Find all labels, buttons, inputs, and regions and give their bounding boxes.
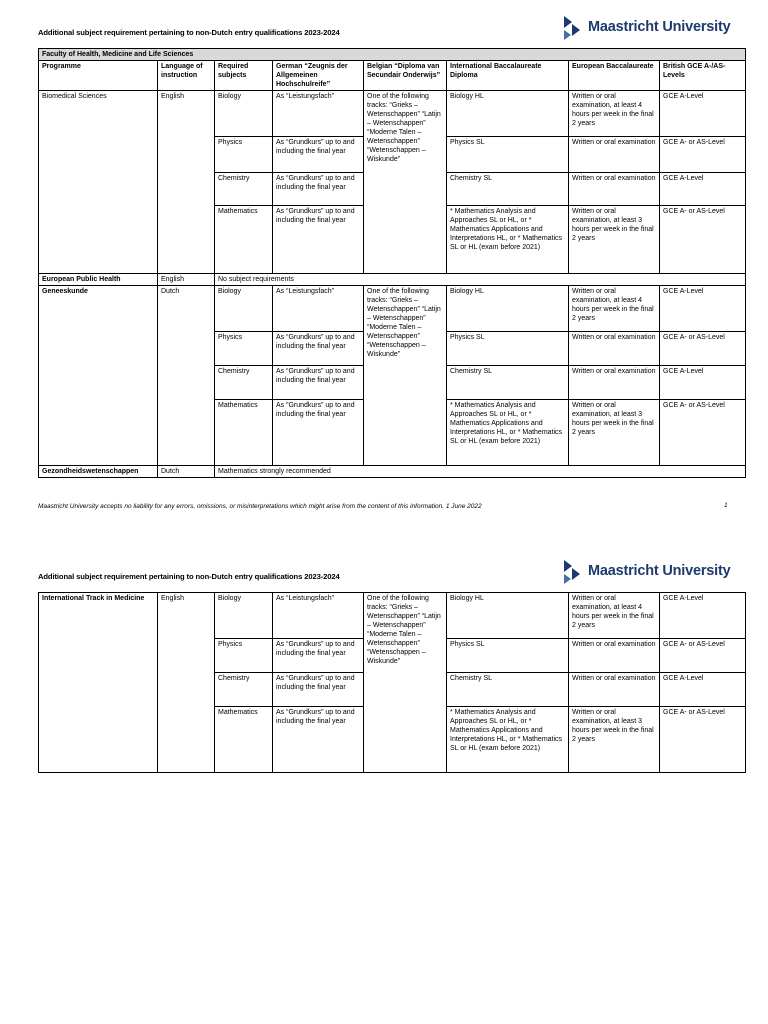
header-ib: International Baccalaureate Diploma	[447, 61, 569, 91]
university-logo	[562, 558, 730, 584]
subject-cell: Chemistry	[215, 366, 273, 400]
eb-cell: Written or oral examination, at least 4 hours per week in the final 2 years	[569, 91, 660, 137]
header-german: German “Zeugnis der Allgemeinen Hochschulreife”	[273, 61, 364, 91]
subject-cell: Mathematics	[215, 400, 273, 466]
table-row	[39, 466, 746, 478]
programme-name: Gezondheidswetenschappen	[39, 466, 158, 478]
programme-language: English	[158, 593, 215, 773]
ib-cell: Biology HL	[447, 286, 569, 332]
eb-cell: Written or oral examination	[569, 366, 660, 400]
header-language: Language of instruction	[158, 61, 215, 91]
eb-cell: Written or oral examination	[569, 332, 660, 366]
programme-language: English	[158, 91, 215, 274]
ib-cell: * Mathematics Analysis and Approaches SL or HL, or * Mathematics Applications and Interpretations HL, or * Mathematics SL or HL (exam before 2021)	[447, 400, 569, 466]
um-logo-icon	[562, 558, 582, 584]
table-row	[39, 286, 746, 332]
ib-cell: Physics SL	[447, 137, 569, 173]
german-cell: As “Grundkurs” up to and including the final year	[273, 332, 364, 366]
logo-text: Maastricht University	[588, 563, 731, 579]
german-cell: As “Grundkurs” up to and including the final year	[273, 366, 364, 400]
german-cell: As “Leistungsfach”	[273, 286, 364, 332]
header-belgian: Belgian “Diploma van Secundair Onderwijs”	[364, 61, 447, 91]
subject-cell: Biology	[215, 593, 273, 639]
gce-cell: GCE A- or AS-Level	[660, 400, 746, 466]
german-cell: As “Grundkurs” up to and including the final year	[273, 137, 364, 173]
ib-cell: Physics SL	[447, 639, 569, 673]
german-cell: As “Leistungsfach”	[273, 91, 364, 137]
gce-cell: GCE A-Level	[660, 366, 746, 400]
gce-cell: GCE A-Level	[660, 673, 746, 707]
subject-cell: Chemistry	[215, 673, 273, 707]
eb-cell: Written or oral examination	[569, 137, 660, 173]
german-cell: As “Grundkurs” up to and including the final year	[273, 707, 364, 773]
table-row	[39, 593, 746, 639]
programme-name: Geneeskunde	[39, 286, 158, 466]
subject-cell: Chemistry	[215, 173, 273, 206]
eb-cell: Written or oral examination, at least 4 hours per week in the final 2 years	[569, 286, 660, 332]
gce-cell: GCE A- or AS-Level	[660, 206, 746, 274]
um-logo-icon	[562, 14, 582, 40]
header-eb: European Baccalaureate	[569, 61, 660, 91]
programme-language: English	[158, 274, 215, 286]
ib-cell: Biology HL	[447, 91, 569, 137]
header-row	[39, 61, 746, 91]
gce-cell: GCE A- or AS-Level	[660, 332, 746, 366]
page-2	[0, 535, 768, 1024]
ib-cell: * Mathematics Analysis and Approaches SL or HL, or * Mathematics Applications and Interpretations HL, or * Mathematics SL or HL (exam before 2021)	[447, 206, 569, 274]
eb-cell: Written or oral examination, at least 3 hours per week in the final 2 years	[569, 206, 660, 274]
faculty-row	[39, 49, 746, 61]
subject-cell: Biology	[215, 286, 273, 332]
programme-note: No subject requirements	[215, 274, 746, 286]
programme-name: European Public Health	[39, 274, 158, 286]
german-cell: As “Leistungsfach”	[273, 593, 364, 639]
eb-cell: Written or oral examination	[569, 673, 660, 707]
ib-cell: Chemistry SL	[447, 173, 569, 206]
header-programme: Programme	[39, 61, 158, 91]
gce-cell: GCE A- or AS-Level	[660, 639, 746, 673]
german-cell: As “Grundkurs” up to and including the final year	[273, 639, 364, 673]
requirements-table	[38, 592, 746, 773]
requirements-table	[38, 48, 746, 478]
programme-note: Mathematics strongly recommended	[215, 466, 746, 478]
ib-cell: Chemistry SL	[447, 366, 569, 400]
document-title: Additional subject requirement pertaining to non-Dutch entry qualifications 2023-2024	[38, 28, 340, 37]
belgian-cell: One of the following tracks: “Grieks – Wetenschappen” “Latijn – Wetenschappen” “Moderne Talen – Wetenschappen” “Wetenschappen – Wiskunde”	[364, 286, 447, 466]
german-cell: As “Grundkurs” up to and including the final year	[273, 173, 364, 206]
university-logo	[562, 14, 730, 40]
ib-cell: Chemistry SL	[447, 673, 569, 707]
belgian-cell: One of the following tracks: “Grieks – Wetenschappen” “Latijn – Wetenschappen” “Moderne Talen – Wetenschappen” “Wetenschappen – Wiskunde”	[364, 593, 447, 773]
german-cell: As “Grundkurs” up to and including the final year	[273, 673, 364, 707]
footer-disclaimer: Maastricht University accepts no liability for any errors, omissions, or misinterpretations which might arise from the content of this information. 1 June 2022	[38, 503, 482, 510]
german-cell: As “Grundkurs” up to and including the final year	[273, 400, 364, 466]
programme-language: Dutch	[158, 466, 215, 478]
subject-cell: Mathematics	[215, 206, 273, 274]
programme-name: Biomedical Sciences	[39, 91, 158, 274]
subject-cell: Physics	[215, 639, 273, 673]
belgian-cell: One of the following tracks: “Grieks – Wetenschappen” “Latijn – Wetenschappen” “Moderne Talen – Wetenschappen” “Wetenschappen – Wiskunde”	[364, 91, 447, 274]
subject-cell: Biology	[215, 91, 273, 137]
gce-cell: GCE A-Level	[660, 173, 746, 206]
gce-cell: GCE A-Level	[660, 593, 746, 639]
ib-cell: Physics SL	[447, 332, 569, 366]
eb-cell: Written or oral examination, at least 4 hours per week in the final 2 years	[569, 593, 660, 639]
logo-text: Maastricht University	[588, 19, 731, 35]
eb-cell: Written or oral examination	[569, 639, 660, 673]
german-cell: As “Grundkurs” up to and including the final year	[273, 206, 364, 274]
eb-cell: Written or oral examination, at least 3 hours per week in the final 2 years	[569, 400, 660, 466]
subject-cell: Physics	[215, 332, 273, 366]
ib-cell: Biology HL	[447, 593, 569, 639]
programme-name: International Track in Medicine	[39, 593, 158, 773]
faculty-name: Faculty of Health, Medicine and Life Sciences	[39, 49, 746, 61]
ib-cell: * Mathematics Analysis and Approaches SL or HL, or * Mathematics Applications and Interpretations HL, or * Mathematics SL or HL (exam before 2021)	[447, 707, 569, 773]
gce-cell: GCE A- or AS-Level	[660, 707, 746, 773]
table-row	[39, 91, 746, 137]
header-gce: British GCE A-/AS-Levels	[660, 61, 746, 91]
gce-cell: GCE A-Level	[660, 286, 746, 332]
page-number: 1	[724, 502, 728, 509]
document-title: Additional subject requirement pertaining to non-Dutch entry qualifications 2023-2024	[38, 572, 340, 581]
programme-language: Dutch	[158, 286, 215, 466]
eb-cell: Written or oral examination, at least 3 hours per week in the final 2 years	[569, 707, 660, 773]
gce-cell: GCE A-Level	[660, 91, 746, 137]
eb-cell: Written or oral examination	[569, 173, 660, 206]
gce-cell: GCE A- or AS-Level	[660, 137, 746, 173]
table-row	[39, 274, 746, 286]
header-required-subjects: Required subjects	[215, 61, 273, 91]
subject-cell: Physics	[215, 137, 273, 173]
subject-cell: Mathematics	[215, 707, 273, 773]
